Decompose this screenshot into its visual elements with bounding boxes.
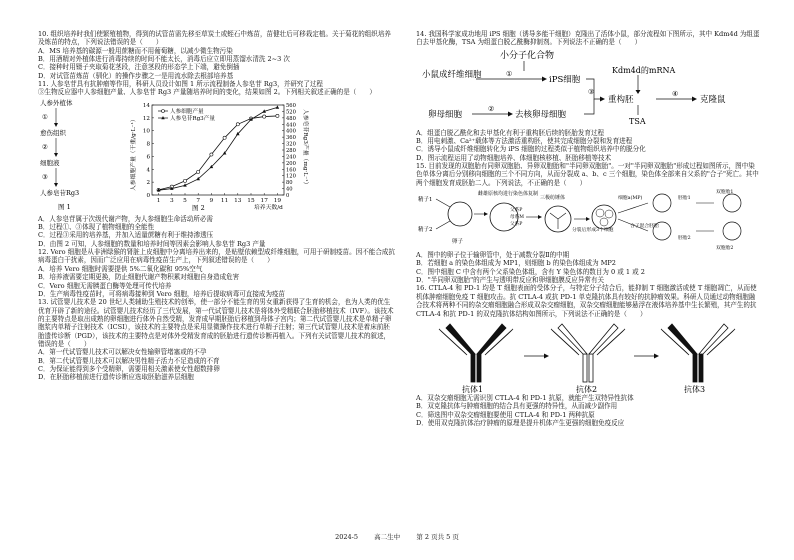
question-13-option-c: C．为保证能得到多个受精卵，需要用相关激素使女性超数排卵 [38, 364, 220, 373]
series-1-point [183, 179, 186, 182]
question-14-stem: 14. 我国科学家成功地用 iPS 细胞（诱导多能干细胞）克隆出了活体小鼠，部分流程如下图所示，其中 Kdm4d 为组蛋白去甲基化酶，TSA 为组蛋白脱乙酰酶抑制剂。下列说法不正确的是（ ） [416, 30, 760, 47]
chart-ylabel-right: 人参皂苷Rg3产量（mg·L⁻¹） [302, 108, 308, 188]
q15-label-embryo-1: 胚胎1 [678, 196, 691, 202]
y-right-tick-label: 80 [286, 179, 293, 186]
figure-2-chart [116, 97, 316, 215]
x-tick-label: 5 [183, 197, 187, 204]
question-12 [38, 248, 396, 298]
q15-cell-b [605, 210, 613, 218]
question-11-option-a: A．人参皂苷属于次级代谢产物，为人参细胞生命活动所必需 [38, 214, 213, 223]
q15-egg: 卵子 [452, 239, 464, 246]
y-right-tick-label: 560 [286, 102, 296, 109]
question-10-option-a: A．MS 培养基的碳源一般用蔗糖而不用葡萄糖，以减少微生物污染 [38, 46, 233, 55]
y-right-tick-label: 0 [286, 192, 290, 199]
q14-ips-cell: iPS细胞 [549, 74, 581, 85]
y-right-tick-label: 400 [286, 128, 296, 135]
fig1-arrowhead-2 [54, 153, 58, 157]
question-15-option-b: B．若细胞 a 的染色体组成为 MP1，则细胞 b 的染色体组成为 MP2 [416, 259, 616, 268]
question-15 [416, 162, 761, 284]
question-10 [38, 30, 396, 80]
y-right-tick-label: 360 [286, 134, 296, 141]
series-2-point [276, 105, 280, 108]
q14-tsa: TSA [629, 116, 646, 126]
antibody-1-label: 抗体1 [462, 384, 484, 394]
y-left-tick-label: 10 [142, 128, 150, 135]
series-line-1 [159, 116, 278, 190]
q15-label-spindle: 三极纺锤体 [540, 195, 566, 202]
q15-arrow-upper [618, 203, 648, 213]
q14-enucleated-oocyte: 去核卵母细胞 [515, 109, 567, 120]
chart-xlabel: 培养天数/d [254, 204, 283, 211]
q14-cloned-mouse: 克隆鼠 [700, 94, 726, 105]
antibody-1-heavy-chain-left [471, 354, 475, 382]
y-right-tick-label: 40 [286, 186, 293, 193]
q14-mrna-arrowhead [636, 90, 641, 94]
antibody-3-heavy-chain-right [699, 354, 703, 382]
series-1-point [197, 170, 200, 173]
fig1-caption: 图 1 [58, 202, 71, 211]
question-10-option-d: D．对试管苗炼苗（驯化）的操作步骤之一是用流水除去根部培养基 [38, 71, 234, 80]
y-right-tick-label: 320 [286, 141, 296, 148]
q15-label-cell-a: 细胞a(MP) [618, 196, 643, 202]
question-12-option-a: A．培养 Vero 细胞时需要提供 5%二氧化碳和 95%空气 [38, 264, 203, 273]
q15-spindle-lines [550, 213, 566, 229]
fig1-mark-3: ③ [42, 172, 48, 181]
x-tick-label: 13 [234, 197, 242, 204]
q15-part-p1: 父系P [510, 208, 523, 214]
q14-oocyte: 卵母细胞 [428, 109, 463, 120]
chart-caption: 图 2 [192, 203, 205, 212]
question-16-option-b: B．双克隆抗体与肿瘤细胞的结合具有更强的特异性，从而减少副作用 [416, 402, 618, 411]
q15-arrowhead-2 [538, 215, 542, 219]
fig1-step-rg3: 人参皂苷Rg3 [40, 188, 80, 197]
left-column [38, 30, 396, 382]
footer-date: 2024-5 [335, 533, 358, 541]
x-tick-label: 7 [196, 197, 201, 204]
q14-join-line [584, 99, 594, 114]
q15-arrowhead-3 [586, 217, 590, 221]
question-11 [38, 80, 396, 248]
question-12-option-b: B．培养液需要定期更换，防止细胞代谢产物积累对细胞自身造成危害 [38, 273, 240, 282]
question-14-option-a: A．组蛋白脱乙酰化和去甲基化有利于重构胚后续的胚胎发育过程 [416, 128, 605, 137]
fig1-step-explant: 人参外植体 [40, 98, 73, 107]
q14-arrowhead-4 [692, 96, 697, 101]
y-left-tick-label: 12 [142, 115, 150, 122]
question-10-option-c: C．接种时用镊子夹取菊花茎段，注意茎段的形态学上下端，避免倒插 [38, 63, 240, 72]
footer-grade: 高二生中 [374, 533, 401, 541]
q15-embryo-2-circle [653, 222, 671, 240]
q14-fibroblast: 小鼠成纤维细胞 [422, 69, 482, 80]
chart-legend [158, 107, 215, 122]
y-right-tick-label: 520 [286, 109, 296, 116]
y-left-tick-label: 14 [142, 102, 150, 109]
antibody-1-drawing [439, 324, 513, 382]
q15-cell-a [596, 209, 604, 217]
question-13-stem: 13. 试管婴儿技术是 20 世纪人类辅助生殖技术的创举，使一部分不能生育的男女重新获得了生育的机会，也为人类的优生优育开辟了新的途径。试管婴儿技术经历了三代发展，第一代试管婴儿技术是将体外受精联合胚胎移植技术（IVF）。该技术的主要特点是取出成熟的卵细胞进行体外自然受精，发育成早期胚胎后移植到母体子宫内；第二代试管婴儿技术是单精子卵胞浆内单精子注射技术（ICSI），该技术的主要特点是采用显微操作技术进行单精子注射；第三代试管婴儿技术是着床前胚胎遗传诊断（PGD），该技术的主要特点是对体外受精发育成的胚胎进行遗传诊断再植入。下列有关试管婴儿技术的叙述，错误的是（ ） [38, 298, 394, 348]
x-tick-label: 3 [169, 197, 174, 204]
antibody-2-heavy-chain-left [583, 354, 587, 382]
antibody-3-drawing [661, 324, 735, 382]
question-13-option-b: B．第二代试管婴儿技术可以解决男性精子活力不足造成的不育 [38, 356, 220, 365]
q15-sperm-2: 精子2 [418, 227, 433, 234]
question-10-stem: 10. 组织培养时我们使繁殖植物，得到的试管苗需先移至草炭土或蛭石中炼苗，苗健壮后可移栽定植。关于菊花的组织培养及炼苗的特点，下列说法错误的是（ ） [38, 30, 391, 47]
q15-sperm2-line [436, 221, 450, 229]
legend-marker-1 [162, 109, 165, 112]
question-14-option-c: C．诱导小鼠成纤维细胞转化为 iPS 细胞的过程类似于植物组织培养中的脱分化 [416, 145, 646, 154]
question-11-option-b: B．过程①、③体现了植物细胞的全能性 [38, 223, 155, 232]
fig1-arrowhead-3 [54, 183, 58, 187]
fig1-step-callus: 愈伤组织 [40, 128, 66, 137]
question-11-option-c: C．过程③采用的培养基，并加入适量蔗糖有利于维持渗透压 [38, 231, 214, 240]
y-right-tick-label: 480 [286, 115, 296, 122]
fig1-mark-1: ① [42, 112, 48, 121]
y-right-tick-label: 240 [286, 154, 296, 161]
x-tick-label: 15 [247, 197, 255, 204]
q14-arrowhead-oocyte [508, 111, 513, 116]
question-13-option-d: D．在胚胎移植前进行遗传诊断应选取胚胎滋养层细胞 [38, 373, 194, 382]
question-11-stem-1: 11. 人参皂苷具有抗肿瘤等作用，科研人员设计如图 1 所示流程制备人参皂苷 Rg3，并研究了过程 [38, 80, 323, 89]
question-16-option-c: C．筛选图中双杂交瘤细胞要使用 CTLA-4 和 PD-1 两种抗原 [416, 410, 595, 419]
y-left-tick-label: 8 [146, 141, 150, 148]
question-16-option-d: D．使用双克隆抗体治疗肿瘤的原理是提升机体产生更强的细胞免疫反应 [416, 418, 625, 427]
right-column [416, 30, 761, 427]
fig1-mark-2: ② [42, 142, 48, 151]
y-right-tick-label: 440 [286, 122, 296, 129]
q15-label-three-cells: 分裂后形成3个细胞 [572, 228, 614, 234]
series-1-point [223, 136, 226, 139]
question-13 [38, 298, 396, 381]
legend-cell-yield: 人参细胞产量 [170, 108, 204, 115]
question-15-option-a: A．图中的卵子位于输卵管中，处于减数分裂Ⅱ的中期 [416, 251, 570, 260]
question-12-stem: 12. Vero 细胞是从非洲绿猴的肾脏上皮细胞中分离培养出来的，是贴壁依赖型成纤维细胞，可用于研制疫苗。因不能合成抗病毒蛋白干扰素，因而广泛应用在病毒性疫苗生产上，下列叙述错误的是（ ） [38, 248, 395, 265]
y-left-tick-label: 2 [146, 179, 150, 186]
y-right-tick-label: 120 [286, 173, 296, 180]
question-13-option-a: A．第一代试管婴儿技术可以解决女性输卵管堵塞或的不孕 [38, 348, 207, 357]
question-16-antibody-figure [416, 318, 761, 394]
x-tick-label: 11 [220, 197, 229, 204]
antibody-1-heavy-chain-right [477, 354, 481, 382]
q15-label-replication: 雌雄原核均进行染色体复制 [478, 191, 539, 198]
antibody-2-heavy-chain-right [589, 354, 593, 382]
q14-mark-1: ① [506, 69, 513, 78]
q15-label-twin-2: 双胞胎2 [716, 246, 734, 252]
q14-small-molecule: 小分子化合物 [500, 50, 555, 61]
q15-label-mixed: 合子混合胚胎 [630, 224, 659, 230]
series-1-point [236, 122, 239, 125]
q15-sperm-1: 精子1 [418, 197, 433, 204]
x-tick-label: 19 [273, 197, 282, 204]
q15-arrowhead-1 [484, 212, 488, 216]
question-14-option-b: B．用电刺激、Ca²⁺载体等方法激活重构胚，使其完成细胞分裂和发育进程 [416, 137, 633, 146]
question-11-stem-2: ③生物反应器中人参细胞产量、人参皂苷 Rg3 产量随培养时间的变化，结果如图 2。下列相关叙述正确的是（ ） [38, 88, 376, 97]
question-14-diagram [416, 47, 761, 129]
q15-label-embryo-2: 胚胎2 [678, 236, 691, 242]
question-16-stem: 16. CTLA-4 和 PD-1 均是 T 细胞表面的受体分子，与特定分子结合后，能抑制 T 细胞激活或使 T 细胞凋亡，从而使机体肿瘤细胞免疫 T 细胞攻击。抗 CTLA-4 或抗 PD-1 单克隆抗体具有较好的抗肿瘤效果。科研人员通过动物细胞融合技术将两种不同的杂交瘤细胞融合形成双杂交瘤细胞，双杂交瘤细胞能够悬浮在液体培养基中生长繁殖，其产生的抗 CTLA-4 和抗 PD-1 的双克隆抗体结构如图所示，下列说法不正确的是（ ） [416, 284, 757, 318]
figure-1-flow [38, 97, 108, 215]
question-10-option-b: B．用酒精对外植体进行消毒持续的时间不能太长，消毒后应立即用蒸馏水清洗 2~3 次 [38, 55, 290, 64]
q14-mrna: Kdm4d的mRNA [612, 65, 676, 75]
fig1-step-cells: 细胞液 [40, 158, 60, 167]
antibody-3-heavy-chain-left [693, 354, 697, 382]
question-12-option-d: D．生产病毒性疫苗时，可将病毒接种到 Vero 细胞，培养后提取病毒可直接成为疫苗 [38, 289, 286, 298]
q15-label-twin-1: 双胞胎1 [716, 190, 734, 196]
x-tick-label: 17 [260, 197, 268, 204]
q14-mark-4: ④ [672, 89, 679, 98]
question-15-stem: 15. 目前发现的双胞胎有同卵双胞胎、异卵双胞胎和"半同卵双胞胎"。一对"半同卵双胞胎"形成过程如图所示，图中染色单体分离后分别移向细胞的三个不同方向，从而分裂成 a、b、c 三个细胞，染色体全部来自父系的"合子"死亡。其中两个细胞发育成胚胎二人。下列说法，不正确的是（ ） [416, 162, 759, 187]
q14-arrowhead-1 [542, 76, 547, 81]
question-16 [416, 284, 761, 427]
y-right-tick-label: 200 [286, 160, 296, 167]
x-tick-label: 1 [156, 197, 161, 204]
y-left-tick-label: 4 [146, 167, 150, 174]
q15-cell-c [600, 218, 608, 226]
y-left-tick-label: 0 [146, 192, 150, 199]
question-12-option-c: C．Vero 细胞无需胰蛋白酶等处理可传代培养 [38, 281, 172, 290]
question-14 [416, 30, 761, 162]
footer-page: 第 2 页共 5 页 [416, 533, 459, 541]
y-left-tick-label: 6 [146, 154, 150, 161]
q14-reconstructed-embryo: 重构胚 [608, 94, 634, 105]
question-15-option-c: C．图中细胞 C 中含有两个父系染色体组，含有 Y 染色体的数目为 0 或 1 或 2 [416, 267, 645, 276]
q15-part-m: 母系M [510, 215, 524, 221]
series-1-point [276, 114, 279, 117]
q15-three-cells-circle [592, 205, 616, 229]
series-1-point [210, 153, 213, 156]
question-16-option-a: A．双杂交瘤细胞无需识别 CTLA-4 和 PD-1 抗原，就能产生双特异性抗体 [416, 393, 634, 402]
x-tick-label: 9 [209, 197, 214, 204]
y-right-tick-label: 280 [286, 147, 296, 154]
q14-mark-2: ② [488, 104, 495, 113]
antibody-arrowhead-2 [654, 353, 659, 358]
antibody-2-label: 抗体2 [576, 384, 598, 394]
q15-sperm1-line [436, 199, 450, 207]
chart-ylabel-left: 人参细胞产量（干重/g·L⁻¹） [131, 116, 137, 191]
y-right-tick-label: 160 [286, 167, 296, 174]
fig1-arrowhead-1 [54, 123, 58, 127]
series-1-point [263, 115, 266, 118]
antibody-2-drawing [551, 324, 625, 382]
q15-embryo-1-circle [653, 194, 671, 212]
q15-part-p2: 父系P [510, 222, 523, 228]
q14-arrowhead-2 [600, 96, 605, 101]
antibody-3-label: 抗体3 [684, 384, 706, 394]
question-11-option-d: D．由图 2 可知，人参细胞的数量和培养时间等因素会影响人参皂苷 Rg3 产量 [38, 239, 266, 248]
question-14-option-d: D．图示流程运用了动物细胞培养、体细胞核移植、胚胎移植等技术 [416, 153, 612, 162]
question-11-figures [38, 97, 396, 215]
antibody-arrowhead-1 [544, 353, 549, 358]
legend-rg3-yield: 人参皂苷Rg3产量 [170, 115, 215, 122]
page-footer [0, 533, 794, 541]
question-15-diagram [416, 187, 761, 251]
q15-twin-2-circle [723, 222, 741, 240]
q15-egg-circle [448, 202, 472, 226]
question-15-option-d: D．"半同卵双胞胎"的产生与透明带反应和卵细胞膜反应异常有关 [416, 276, 605, 285]
q15-twin-1-circle [723, 194, 741, 212]
q14-mark-3: ③ [588, 87, 595, 96]
